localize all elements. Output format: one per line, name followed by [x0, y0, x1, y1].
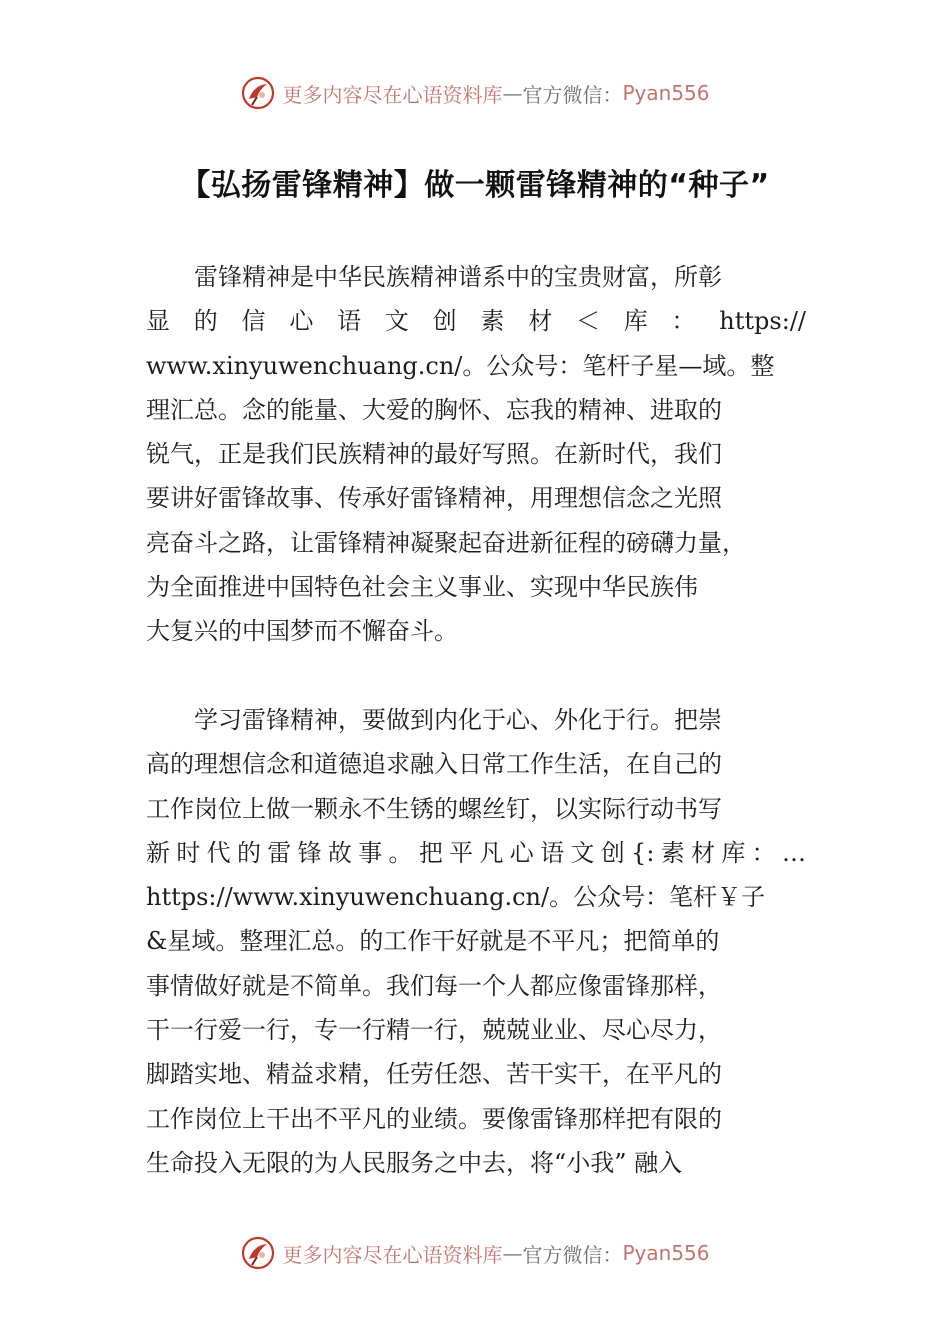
paragraph-2: [146, 698, 806, 1185]
text-line: 工作岗位上干出不平凡的业绩。要像雷锋那样把有限的: [146, 1104, 722, 1133]
text-line: 工作岗位上做一颗永不生锈的螺丝钉，以实际行动书写: [146, 794, 722, 823]
footer-dash: —: [502, 1241, 523, 1265]
text-line: 脚踏实地、精益求精，任劳任怨、苦干实干，在平凡的: [146, 1060, 722, 1089]
header-wechat-id: Pyan556: [622, 81, 710, 105]
document-title: 【弘扬雷锋精神】做一颗雷锋精神的“种子”: [180, 168, 770, 203]
header-wechat-label: 官方微信：: [522, 82, 623, 107]
header-dash: —: [502, 81, 523, 105]
text-line: 生命投入无限的为人民服务之中去，将“小我” 融入: [146, 1148, 683, 1177]
logo-icon: [240, 1235, 276, 1271]
text-line: 锐气，正是我们民族精神的最好写照。在新时代，我们: [146, 440, 722, 469]
text-line: 显的信心语文创素材＜库：https://: [146, 307, 806, 336]
text-line: https://www.xinyuwenchuang.cn/。公众号：笔杆￥子: [146, 883, 766, 912]
text-line: 学习雷锋精神，要做到内化于心、外化于行。把崇: [146, 706, 722, 734]
text-line: 高的理想信念和道德追求融入日常工作生活，在自己的: [146, 750, 722, 779]
footer-site-text: 更多内容尽在心语资料库: [282, 1242, 503, 1267]
header-banner: [0, 71, 950, 115]
footer-banner: [0, 1231, 950, 1275]
text-line: www.xinyuwenchuang.cn/。公众号：笔杆子星—域。整: [146, 351, 775, 380]
paragraph-1: [146, 255, 806, 654]
text-line: &星域。整理汇总。的工作干好就是不平凡；把简单的: [146, 927, 720, 956]
text-line: 亮奋斗之路，让雷锋精神凝聚起奋进新征程的磅礴力量，: [146, 528, 746, 557]
footer-wechat-id: Pyan556: [622, 1241, 710, 1265]
text-line: 干一行爱一行，专一行精一行，兢兢业业、尽心尽力，: [146, 1016, 722, 1045]
header-site-text: 更多内容尽在心语资料库: [282, 82, 503, 107]
text-line: 新时代的雷锋故事。把平凡心语文创{:素材库：…: [146, 838, 806, 867]
text-line: 要讲好雷锋故事、传承好雷锋精神，用理想信念之光照: [146, 484, 722, 513]
text-line: 雷锋精神是中华民族精神谱系中的宝贵财富，所彰: [146, 263, 722, 291]
logo-icon: [240, 75, 276, 111]
text-line: 为全面推进中国特色社会主义事业、实现中华民族伟: [146, 573, 698, 602]
text-line: 理汇总。念的能量、大爱的胸怀、忘我的精神、进取的: [146, 395, 722, 424]
footer-wechat-label: 官方微信：: [522, 1242, 623, 1267]
text-line: 事情做好就是不简单。我们每一个人都应像雷锋那样，: [146, 971, 722, 1000]
text-line: 大复兴的中国梦而不懈奋斗。: [146, 617, 458, 646]
